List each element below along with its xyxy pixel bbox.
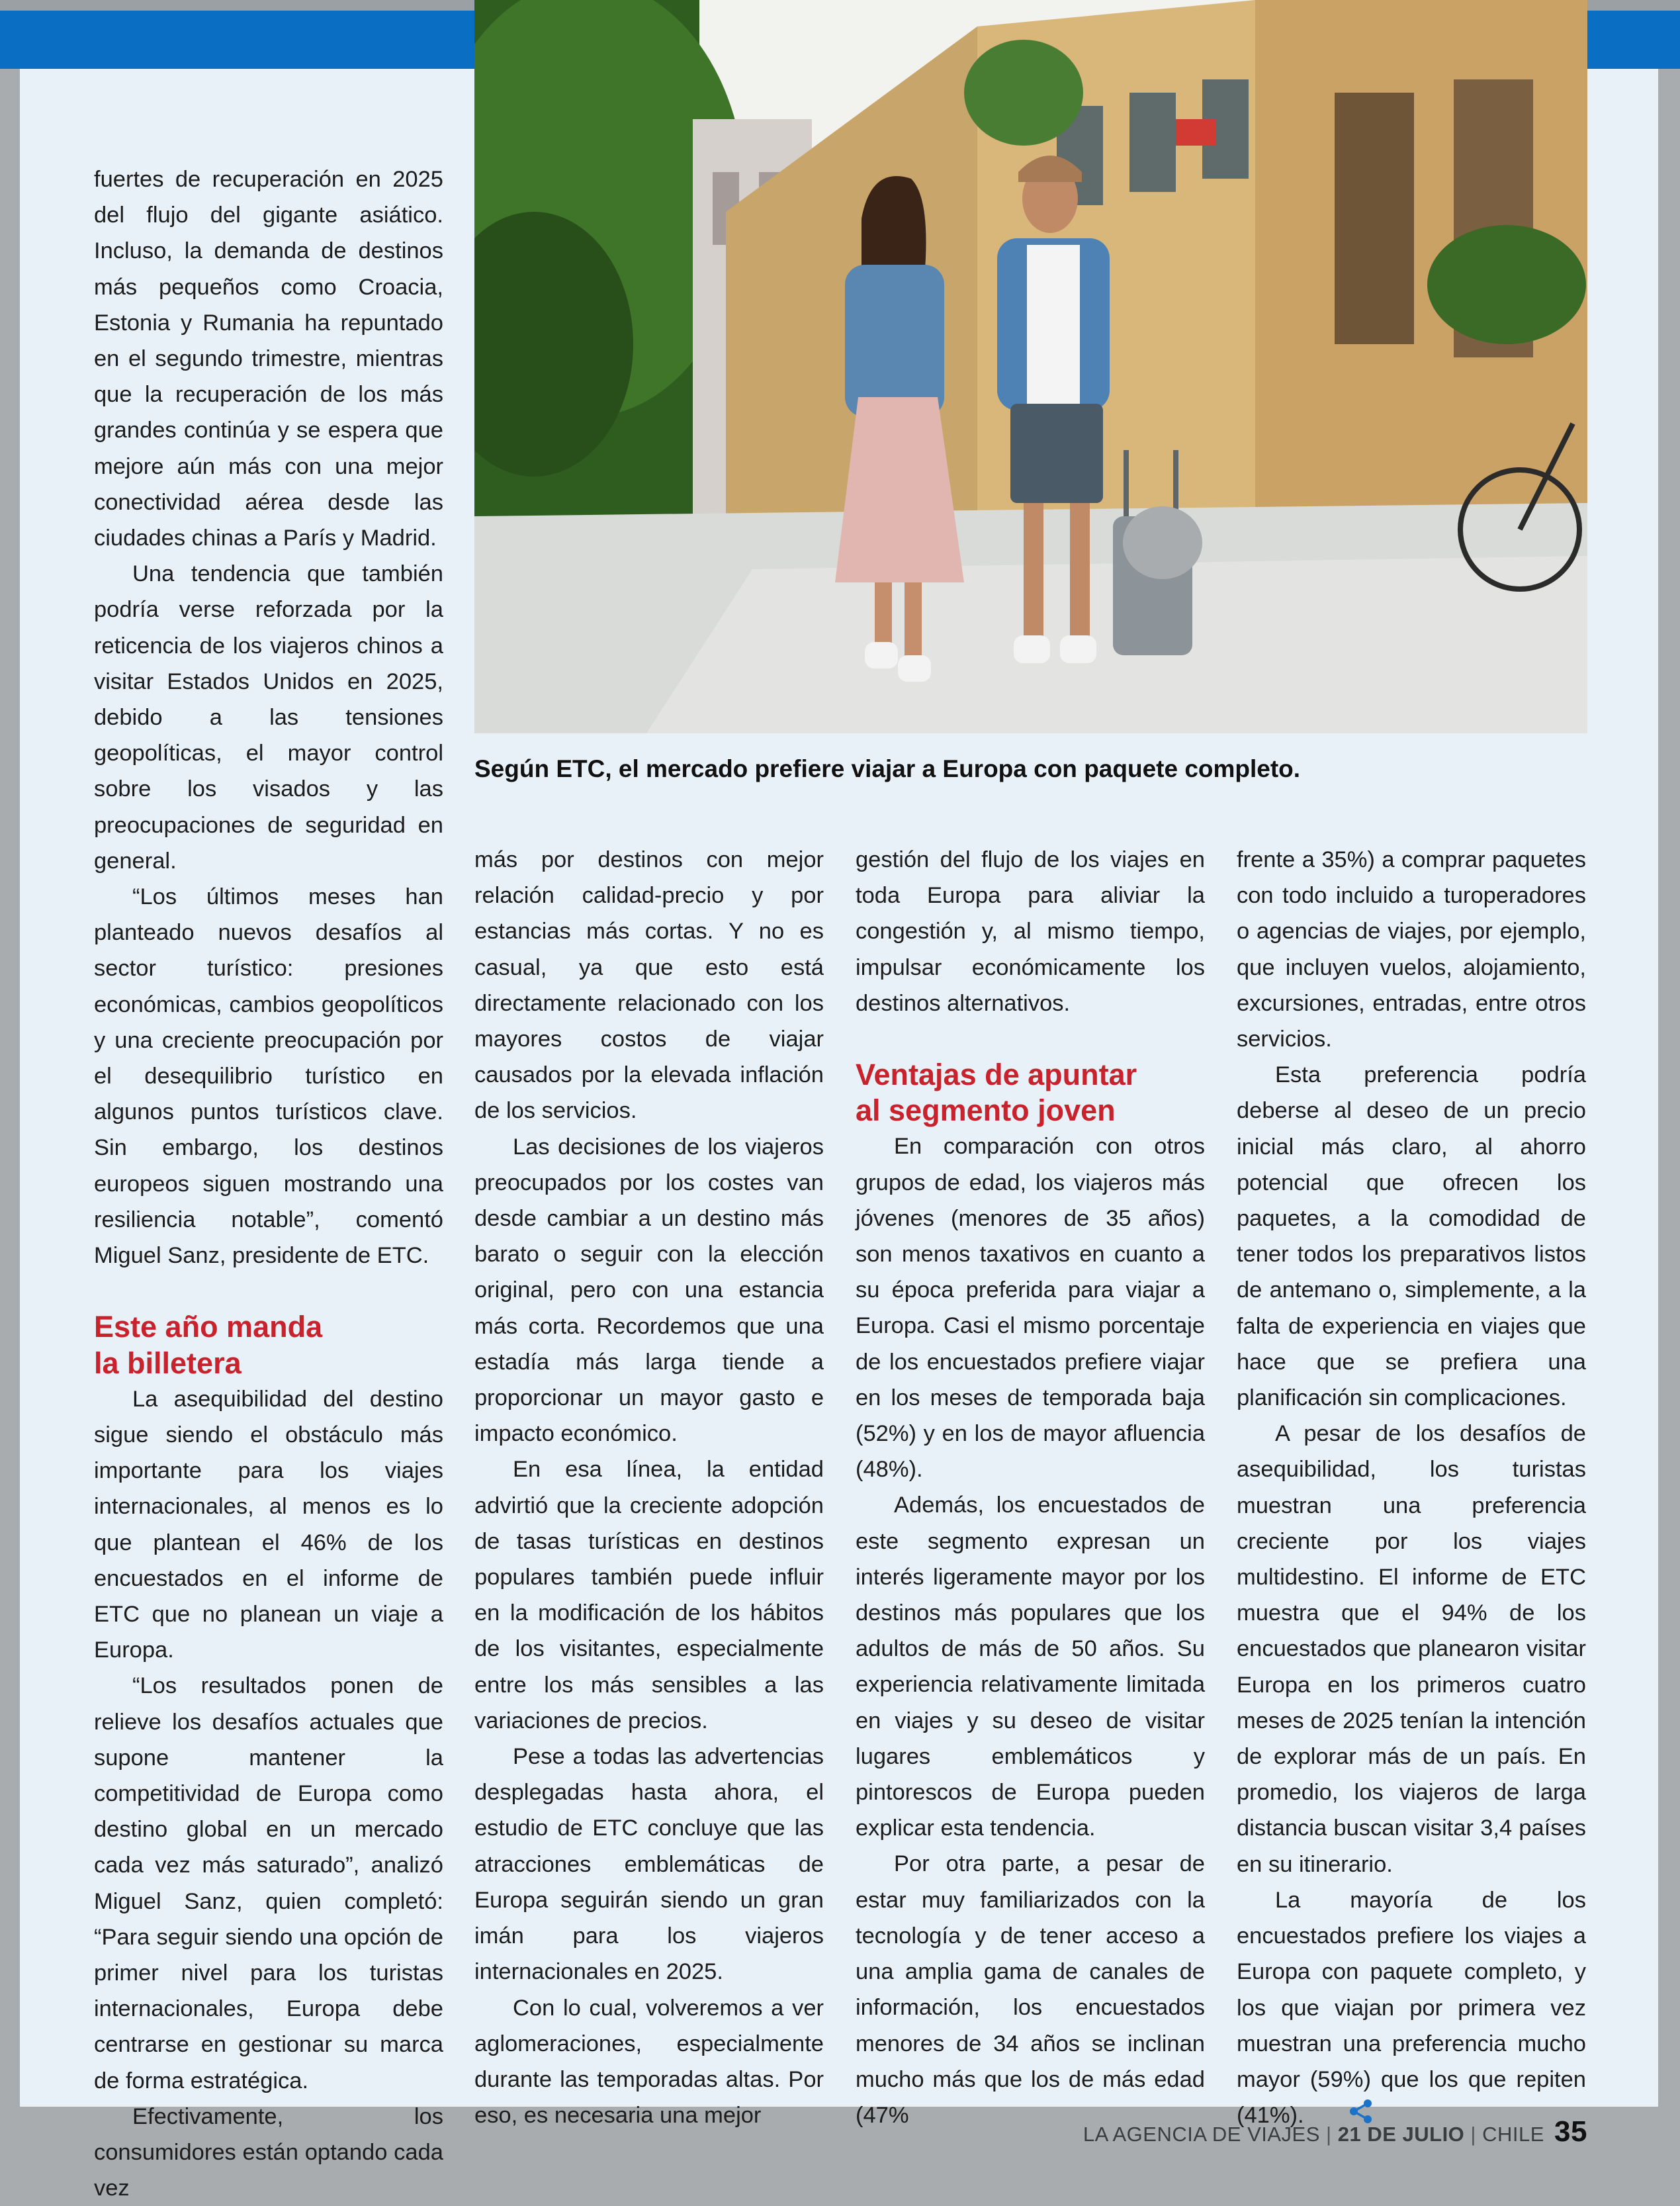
heading-line: Este año manda xyxy=(94,1310,323,1344)
paragraph: En comparación con otros grupos de edad, los viajeros más jóvenes (menores de 35 años) son menos taxativos en cuanto a su época preferida para viajar a Europa. Casi el mismo porcentaje de los encuestados prefiere viajar en los meses de temporada baja (52%) y en los de mayor afluencia (48%). xyxy=(856,1134,1205,1483)
page-number: 35 xyxy=(1554,2115,1587,2148)
article-column-1 xyxy=(94,161,443,2206)
article-column-4 xyxy=(1237,842,1586,2135)
paragraph: más por destinos con mejor relación calidad-precio y por estancias más cortas. Y no es casual, ya que esto está directamente relacionado con los mayores costos de viajar causados por la elevada inflación de los servicios. xyxy=(474,847,824,1124)
paragraph: fuertes de recuperación en 2025 del flujo del gigante asiático. Incluso, la demanda de destinos más pequeños como Croacia, Estonia y Rumania ha repuntado en el segundo trimestre, mientras que la recuperación de los más grandes continúa y se espera que mejore aún más con una mejor conectividad aérea desde las ciudades chinas a París y Madrid. xyxy=(94,167,443,551)
paragraph: Pese a todas las advertencias desplegadas hasta ahora, el estudio de ETC concluye que las atracciones emblemáticas de Europa seguirán siendo un gran imán para los viajeros internacionales en 2025. xyxy=(474,1744,824,1985)
paragraph-text: La mayoría de los encuestados prefiere los viajes a Europa con paquete completo, y los que viajan por primera vez muestran una preferencia mucho mayor (59%) que los que repiten (41%). xyxy=(1237,1887,1586,2129)
paragraph: Efectivamente, los consumidores están optando cada vez xyxy=(94,2103,443,2201)
heading-line: Ventajas de apuntar xyxy=(856,1058,1137,1092)
paragraph: Además, los encuestados de este segmento expresan un interés ligeramente mayor por los destinos más populares que los adultos de más de 50 años. Su experiencia relativamente limitada en viajes y su deseo de visitar lugares emblemáticos y pintorescos de Europa pueden explicar esta tendencia. xyxy=(856,1493,1205,1841)
paragraph: En esa línea, la entidad advirtió que la creciente adopción de tasas turísticas en destinos populares también puede influir en la modificación de los hábitos de los visitantes, especialmente entre los más sensibles a las variaciones de precios. xyxy=(474,1457,824,1733)
footer-separator: | xyxy=(1470,2123,1476,2146)
paragraph: A pesar de los desafíos de asequibilidad, los turistas muestran una preferencia creciente por los viajes multidestino. El informe de ETC muestra que el 94% de los encuestados que planearon visitar Europa en los primeros cuatro meses de 2025 tenían la intención de explorar más de un país. En promedio, los viajeros de larga distancia buscan visitar 3,4 países en su itinerario. xyxy=(1237,1421,1586,1877)
paragraph: Con lo cual, volveremos a ver aglomeraciones, especialmente durante las temporadas altas. Por eso, es necesaria una mejor xyxy=(474,1995,824,2129)
paragraph: “Los resultados ponen de relieve los desafíos actuales que supone mantener la competitividad de Europa como destino global en un mercado cada vez más saturado”, analizó Miguel Sanz, quien completó: “Para seguir siendo una opción de primer nivel para los turistas internacionales, Europa debe centrarse en gestionar su marca de forma estratégica. xyxy=(94,1673,443,2093)
paragraph: Esta preferencia podría deberse al deseo de un precio inicial más claro, al ahorro potencial que ofrecen los paquetes, a la comodidad de tener todos los preparativos listos de antemano o, simplemente, a la falta de experiencia en viajes que hace que se prefiera una planificación sin complicaciones. xyxy=(1237,1062,1586,1411)
paragraph xyxy=(1237,1882,1586,2135)
heading-line: al segmento joven xyxy=(856,1093,1116,1128)
footer-country: CHILE xyxy=(1482,2123,1544,2146)
page-footer xyxy=(1083,2115,1587,2148)
photo-caption: Según ETC, el mercado prefiere viajar a Europa con paquete completo. xyxy=(474,755,1301,782)
section-heading-billetera xyxy=(94,1309,443,1381)
section-heading-segmento-joven xyxy=(856,1057,1205,1128)
photo-illustration xyxy=(474,0,1587,733)
paragraph: La asequibilidad del destino sigue siendo el obstáculo más importante para los viajes internacionales, al menos es lo que plantean el 46% de los encuestados en el informe de ETC que no planean un viaje a Europa. xyxy=(94,1386,443,1663)
paragraph: Las decisiones de los viajeros preocupados por los costes van desde cambiar a un destino más barato o seguir con la elección original, pero con una estancia más corta. Recordemos que una estadía más larga tiende a proporcionar un mayor gasto e impacto económico. xyxy=(474,1134,824,1447)
article-column-3 xyxy=(856,842,1205,2133)
footer-publication: LA AGENCIA DE VIAJES xyxy=(1083,2123,1320,2146)
paragraph: Por otra parte, a pesar de estar muy familiarizados con la tecnología y de tener acceso a una amplia gama de canales de información, los encuestados menores de 34 años se inclinan mucho más que los de más edad (47% xyxy=(856,1851,1205,2128)
paragraph: “Los últimos meses han planteado nuevos desafíos al sector turístico: presiones económicas, cambios geopolíticos y una creciente preocupación por el desequilibrio turístico en algunos puntos turísticos clave. Sin embargo, los destinos europeos siguen mostrando una resiliencia notable”, comentó Miguel Sanz, presidente de ETC. xyxy=(94,884,443,1269)
footer-date: 21 DE JULIO xyxy=(1337,2123,1465,2146)
travel-couple-photo xyxy=(474,0,1587,733)
paragraph: frente a 35%) a comprar paquetes con todo incluido a turoperadores o agencias de viajes, por ejemplo, que incluyen vuelos, alojamiento, excursiones, entradas, entre otros servicios. xyxy=(1237,847,1586,1052)
paragraph: Una tendencia que también podría verse reforzada por la reticencia de los viajeros chinos a visitar Estados Unidos en 2025, debido a las tensiones geopolíticas, el mayor control sobre los visados y las preocupaciones de seguridad en general. xyxy=(94,561,443,874)
article-column-2 xyxy=(474,842,824,2133)
footer-separator: | xyxy=(1326,2123,1332,2146)
heading-line: la billetera xyxy=(94,1346,242,1380)
paragraph: gestión del flujo de los viajes en toda Europa para aliviar la congestión y, al mismo tiempo, impulsar económicamente los destinos alternativos. xyxy=(856,847,1205,1016)
